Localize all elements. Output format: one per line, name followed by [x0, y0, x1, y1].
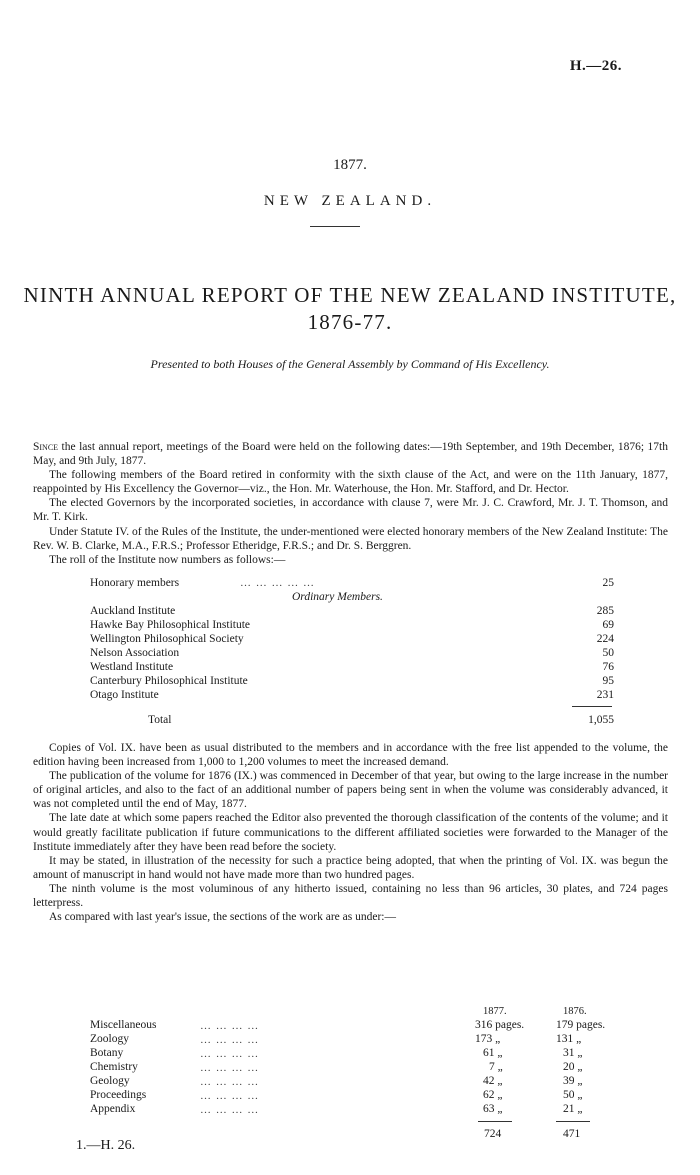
sections-total-rule-1877: [478, 1121, 512, 1122]
drop-word: Since: [33, 441, 59, 453]
roll-honorary-value: 25: [602, 577, 614, 589]
paragraph-illustration: It may be stated, in illustration of the necessity for such a practice being adopted, that when the printing of Vol. IX. was begun the amount of manuscript in hand would not have made more than two hundred pages.: [33, 854, 668, 881]
paragraph-elected-governors: The elected Governors by the incorporated societies, in accordance with clause 7, were Mr. J. C. Crawford, Mr. J. T. Thomson, and Mr. T. Kirk.: [33, 497, 668, 524]
roll-total-rule: [572, 706, 612, 707]
sections-row-1876: 179 pages.: [556, 1019, 606, 1031]
sections-row-name: Proceedings: [90, 1089, 147, 1101]
roll-row-name: Wellington Philosophical Society: [90, 633, 244, 645]
roll-row-value: 95: [602, 675, 614, 687]
body-text: [33, 741, 668, 924]
roll-total-value: 1,055: [588, 714, 614, 726]
sections-row-1877: 63 „: [483, 1103, 503, 1115]
country-heading: NEW ZEALAND.: [263, 193, 437, 209]
paragraph-board-meetings-text: the last annual report, meetings of the Board were held on the following dates:—19th September, and 19th December, 1876; 17th May, and 9th July, 1877.: [33, 441, 668, 468]
report-title: [20, 282, 680, 336]
roll-row-name: Otago Institute: [90, 689, 159, 701]
roll-row-value: 231: [596, 689, 614, 701]
document-reference: H.—26.: [569, 58, 622, 74]
paragraph-honorary-members: Under Statute IV. of the Rules of the Institute, the under-mentioned were elected honorary members of the New Zealand Institute: The Rev. W. B. Clarke, M.A., F.R.S.; Professor Etheridge, F.R.S.; and Dr. S. Berggren.: [33, 525, 668, 552]
roll-row-name: Nelson Association: [90, 647, 180, 659]
sections-row-1876: 31 „: [563, 1047, 583, 1059]
roll-row-name: Hawke Bay Philosophical Institute: [90, 619, 251, 631]
paragraph-late-date: The late date at which some papers reached the Editor also prevented the thorough classification of the contents of the volume; and it would greatly facilitate publication if future communications to the different affiliated societies were forwarded to the Manager of the Institute immediately after they have been read before the society.: [33, 812, 668, 853]
paragraph-sections-intro: As compared with last year's issue, the sections of the work are as under:—: [49, 911, 396, 924]
paragraph-copies: Copies of Vol. IX. have been as usual distributed to the members and in accordance with the free list appended to the volume, the edition having been increased from 1,000 to 1,200 volumes to meet the increased demand.: [33, 742, 668, 769]
sections-row-name: Appendix: [90, 1103, 136, 1115]
paragraph-publication: The publication of the volume for 1876 (IX.) was commenced in December of that year, but owing to the large increase in the number of original articles, and also to the fact of an additional number of papers being sent in when the volume was considerably advanced, it was not completed until the end of May, 1877.: [33, 770, 668, 811]
sections-row-1877: 42 „: [483, 1075, 503, 1087]
sections-row-1877: 173 „: [475, 1033, 501, 1045]
sections-row-1876: 39 „: [563, 1075, 583, 1087]
document-year: 1877.: [333, 157, 367, 173]
sections-row-1877: 61 „: [483, 1047, 503, 1059]
intro-text: [33, 440, 668, 567]
roll-row-name: Westland Institute: [90, 661, 174, 673]
paragraph-board-meetings: [33, 440, 668, 468]
paragraph-ninth-volume: The ninth volume is the most voluminous of any hitherto issued, containing no less than 96 articles, 30 plates, and 724 pages letterpress.: [33, 882, 668, 910]
sections-row-name: Botany: [90, 1047, 124, 1059]
sections-year-1876: 1876.: [563, 1006, 587, 1017]
roll-row-value: 69: [602, 619, 614, 631]
sections-row-1877: 7 „: [489, 1061, 503, 1073]
presented-line: Presented to both Houses of the General Assembly by Command of His Excellency.: [150, 357, 550, 371]
roll-ordinary-heading: Ordinary Members.: [292, 591, 383, 603]
sections-row-1876: 21 „: [563, 1103, 583, 1115]
paragraph-retired-members: The following members of the Board retired in conformity with the sixth clause of the Act, and were on the 11th January, 1877, reappointed by His Excellency the Governor—viz., the Hon. Mr. Waterhouse, the Hon. Mr. Stafford, and Dr. Hector.: [33, 469, 668, 496]
roll-total-label: Total: [148, 714, 172, 726]
roll-row-value: 224: [596, 633, 614, 645]
sections-total-1877: 724: [484, 1128, 502, 1140]
sections-total-1876: 471: [563, 1128, 581, 1140]
heading-divider: [310, 226, 360, 227]
page-footer-reference: 1.—H. 26.: [76, 1138, 136, 1153]
sections-total-rule-1876: [556, 1121, 590, 1122]
roll-row-name: Auckland Institute: [90, 605, 176, 617]
roll-leader-dots: … … … … …: [240, 577, 315, 589]
sections-row-1876: 50 „: [563, 1089, 583, 1101]
sections-row-name: Geology: [90, 1075, 130, 1087]
sections-leader-dots: … … … … … … … … … … … … … … … … … … … … … … … … … … … …: [200, 1020, 260, 1116]
sections-row-name: Miscellaneous: [90, 1019, 157, 1031]
roll-row-value: 285: [596, 605, 614, 617]
sections-row-1876: 20 „: [563, 1061, 583, 1073]
sections-row-name: Zoology: [90, 1033, 129, 1045]
report-title-line1: NINTH ANNUAL REPORT OF THE NEW ZEALAND INSTITUTE,: [23, 283, 677, 307]
sections-year-1877: 1877.: [483, 1006, 507, 1017]
roll-row-value: 50: [602, 647, 614, 659]
report-title-line2: 1876-77.: [307, 310, 393, 334]
paragraph-roll-intro: The roll of the Institute now numbers as follows:—: [49, 553, 286, 566]
sections-row-name: Chemistry: [90, 1061, 138, 1073]
sections-row-1876: 131 „: [556, 1033, 582, 1045]
roll-row-name: Canterbury Philosophical Institute: [90, 675, 248, 687]
sections-row-1877: 316 pages.: [475, 1019, 525, 1031]
sections-row-1877: 62 „: [483, 1089, 503, 1101]
roll-row-value: 76: [602, 661, 614, 673]
roll-honorary-label: Honorary members: [90, 577, 180, 589]
